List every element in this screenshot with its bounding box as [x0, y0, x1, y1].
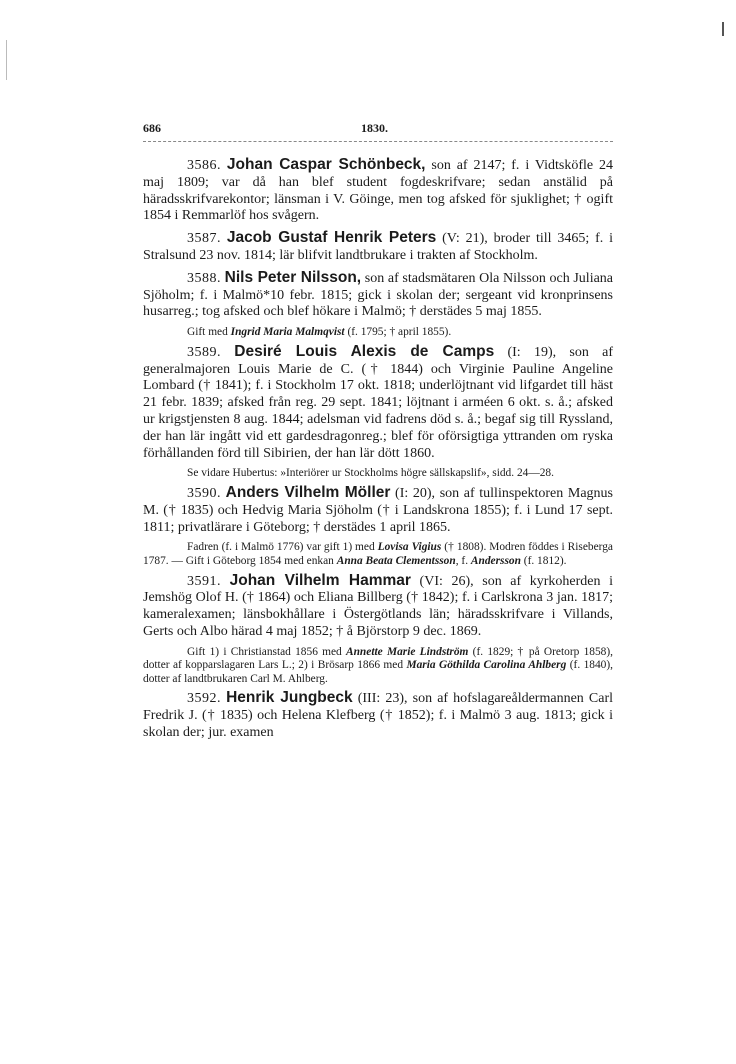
entry-name: Desiré Louis Alexis de Camps [234, 342, 495, 360]
entry-name: Jacob Gustaf Henrik Peters [226, 229, 437, 247]
entry-3591 [143, 573, 613, 641]
entry-name: Nils Peter Nilsson, [224, 268, 362, 286]
entry-3590 [143, 485, 613, 536]
entry-number: 3590. [187, 485, 221, 501]
entry-name: Anders Vilhelm Möller [225, 483, 391, 501]
entry-note: Fadren (f. i Malmö 1776) var gift 1) med Lovisa Vigius († 1808). Modren föddes i Riseberga 1787. — Gift i Göteborg 1854 med enkan Anna Beata Clementsson, f. Andersson (f. 1812). [143, 541, 613, 567]
entry-text: (I: 20), son af tullinspektoren Magnus M. († 1835) och Hedvig Maria Sjöholm († i Landskrona 1855); f. i Lund 17 sept. 1811; privatlärare i Göteborg; † derstädes 1 april 1865. [143, 485, 614, 535]
entry-name: Johan Caspar Schönbeck, [226, 156, 426, 173]
entry-name: Henrik Jungbeck [226, 689, 353, 707]
entry-3588 [143, 270, 613, 321]
entry-number: 3591. [187, 573, 221, 589]
entry-text: (I: 19), son af generalmajoren Louis Marie de C. († 1844) och Virginie Pauline Angeline Lombard († 1841); f. i Stockholm 17 okt. 1818; underlöjtnant vid lifgardet till häst 21 febr. 1839; afsked från reg. 29 sept. 1841; löjtnant i arméen 6 okt. s. å.; afsked ur krigstjensten 8 aug. 1844; adelsman vid fadrens död s. å.; begaf sig till Ryssland, der han lär ingått vid ett gardesdragonreg.; blef för oförsigtiga yttranden om ryska förhållanden förd till Sibirien, der han lär dött 1860. [143, 344, 614, 461]
entry-note: Gift med Ingrid Maria Malmqvist (f. 1795; † april 1855). [187, 326, 452, 339]
margin-scan-mark [6, 40, 7, 80]
entry-3586 [143, 157, 613, 225]
page-year: 1830. [361, 121, 388, 135]
entry-text: son af stadsmätaren Ola Nilsson och Juliana Sjöholm; f. i Malmö*10 febr. 1815; gick i skolan der; sergeant vid kronprinsens husarreg.; tog afsked och blef hökare i Malmö; † derstädes 5 maj 1855. [143, 270, 614, 320]
entry-3587 [143, 230, 613, 265]
entry-number: 3589. [187, 344, 221, 360]
entry-text: (V: 21), broder till 3465; f. i Stralsund 23 nov. 1814; lär blifvit landtbrukare i trakten af Stockholm. [143, 231, 613, 263]
page-header [143, 121, 613, 141]
text-body [143, 157, 613, 747]
entry-text: son af 2147; f. i Vidtsköfle 24 maj 1809; var då han blef student fogdeskrifvare; sedan anstälid på häradsskrifvarekontor; länsman i V. Göinge, men tog afsked för sjuklighet; † ogift 1854 i Remmarlöf hos svågern. [143, 158, 613, 224]
entry-text: (III: 23), son af hofslagareåldermannen Carl Fredrik J. († 1835) och Helena Klefberg († 1852); f. i Malmö 3 aug. 1813; gick i skolan der; jur. examen [143, 691, 613, 741]
entry-3589 [143, 344, 613, 463]
entry-note: Gift 1) i Christianstad 1856 med Annette Marie Lindström (f. 1829; † på Oretorp 1858), dotter af kopparslagaren Lars L.; 2) i Brösarp 1866 med Maria Göthilda Carolina Ahlberg (f. 1840), dotter af landtbrukaren Carl M. Ahlberg. [143, 645, 613, 685]
entry-number: 3587. [187, 231, 221, 247]
entry-number: 3586. [187, 158, 221, 173]
header-rule [143, 141, 613, 142]
margin-scan-mark [722, 22, 724, 36]
entry-3592 [143, 690, 613, 741]
entry-name: Johan Vilhelm Hammar [229, 571, 411, 589]
entry-number: 3588. [187, 270, 221, 286]
entry-note: Se vidare Hubertus: »Interiörer ur Stockholms högre sällskapslif», sidd. 24—28. [187, 467, 554, 480]
entry-text: (VI: 26), son af kyrkoherden i Jemshög Olof H. († 1864) och Eliana Billberg († 1842); f. i Carlskrona 3 jan. 1817; kameralexamen; länsbokhållare i Östergötlands län; häradsskrifvare i Villands, Gerts och Albo härad 4 maj 1852; † å Björstorp 9 dec. 1869. [143, 573, 614, 639]
entry-number: 3592. [187, 691, 221, 707]
page-number: 686 [143, 121, 161, 135]
